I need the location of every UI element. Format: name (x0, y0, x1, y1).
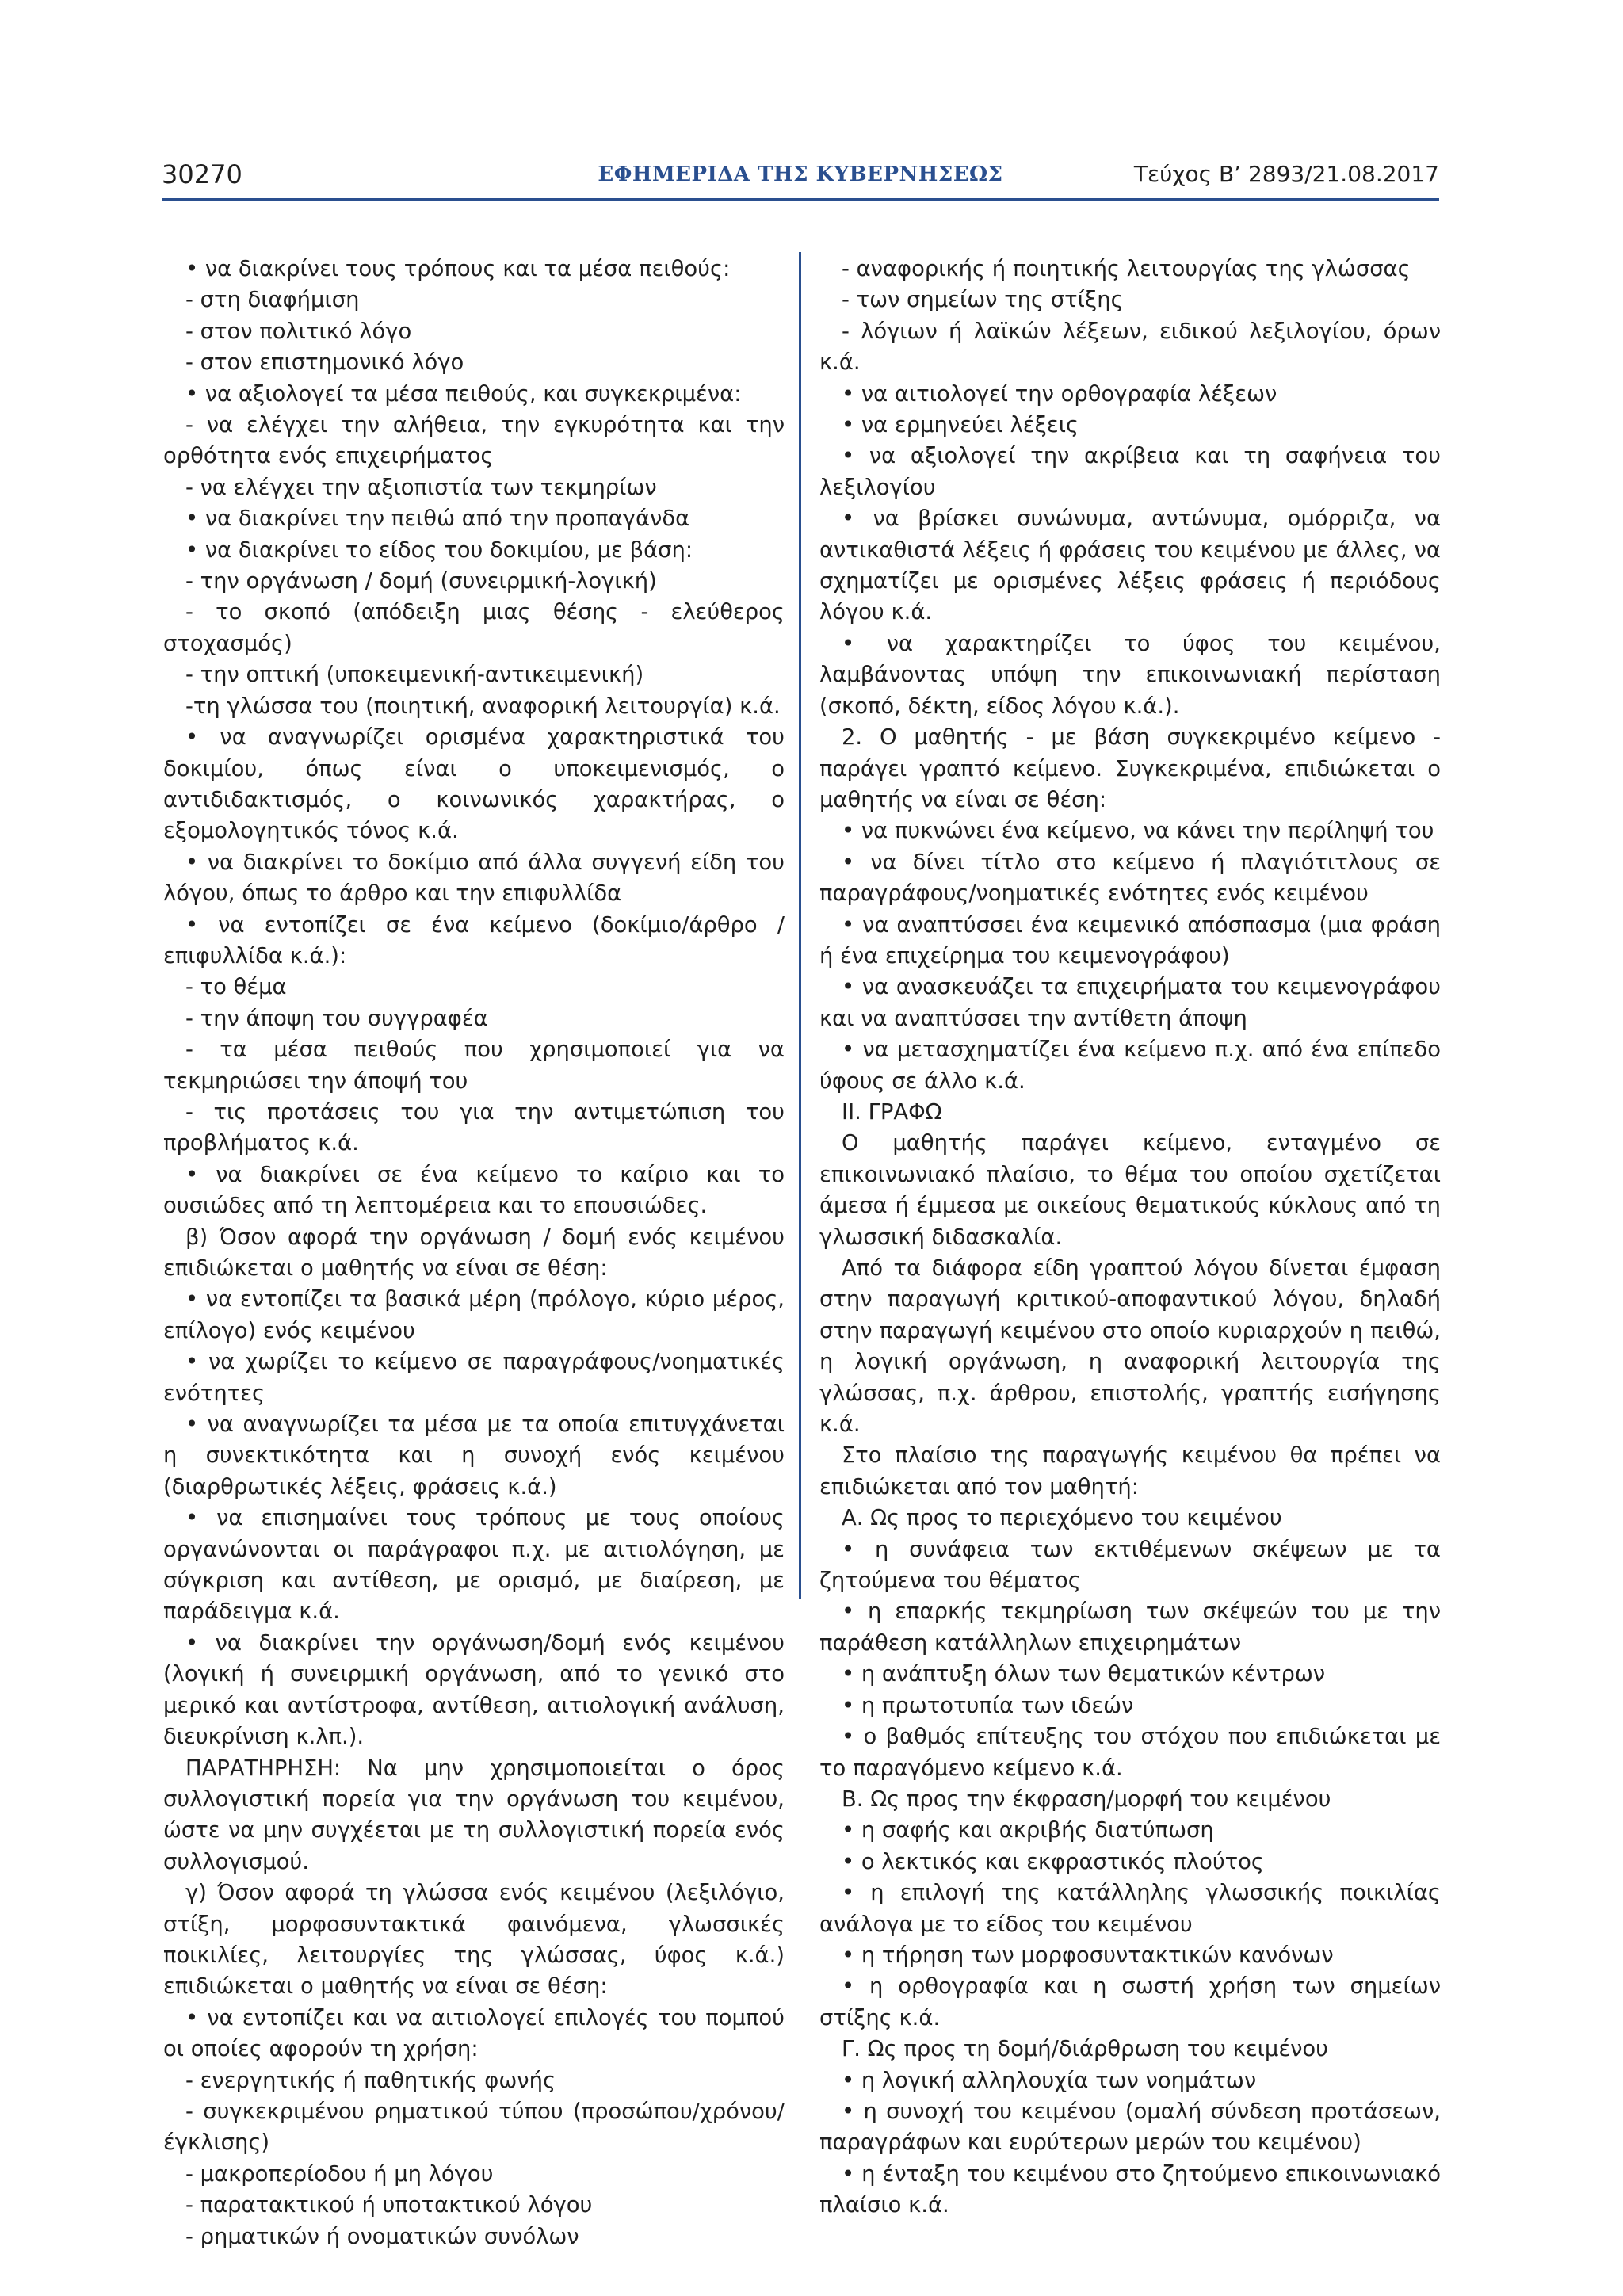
paragraph: • να χαρακτηρίζει το ύφος του κειμένου, λαμβάνοντας υπόψη την επικοινωνιακή περίσταση (σκοπό, δέκτη, είδος λόγου κ.ά.). (819, 631, 1441, 719)
paragraph: • να πυκνώνει ένα κείμενο, να κάνει την περίληψή του (842, 819, 1434, 844)
paragraph: • να αξιολογεί τα μέσα πειθούς, και συγκεκριμένα: (185, 381, 742, 407)
paragraph: • η ορθογραφία και η σωστή χρήση των σημείων στίξης κ.ά. (819, 1974, 1441, 2030)
header-rule (162, 198, 1439, 201)
paragraph: • να διακρίνει σε ένα κείμενο το καίριο και το ουσιώδες από τη λεπτομέρεια και το επουσιώδες. (163, 1162, 785, 1219)
paragraph: -τη γλώσσα του (ποιητική, αναφορική λειτουργία) κ.ά. (185, 693, 781, 719)
paragraph: • η ανάπτυξη όλων των θεματικών κέντρων (842, 1662, 1326, 1687)
paragraph: • να διακρίνει την πειθώ από την προπαγάνδα (185, 506, 690, 532)
paragraph: • να χωρίζει το κείμενο σε παραγράφους/νοηματικές ενότητες (163, 1350, 785, 1406)
paragraph: Ο μαθητής παράγει κείμενο, ενταγμένο σε επικοινωνιακό πλαίσιο, το θέμα του οποίου σχετίζεται άμεσα ή έμμεσα με οικείους θεματικούς κύκλους από τη γλωσσική διδασκαλία. (819, 1131, 1441, 1250)
paragraph: ΙΙ. ΓΡΑΦΩ (842, 1099, 942, 1125)
paragraph: Β. Ως προς την έκφραση/μορφή του κειμένου (842, 1786, 1331, 1812)
paragraph: - των σημείων της στίξης (842, 288, 1124, 313)
paragraph: • να εντοπίζει σε ένα κείμενο (δοκίμιο/άρθρο /επιφυλλίδα κ.ά.): (163, 912, 785, 968)
paragraph: ΠΑΡΑΤΗΡΗΣΗ: Να μην χρησιμοποιείται ο όρος συλλογιστική πορεία για την οργάνωση του κειμένου, ώστε να μην συγχέεται με τη συλλογιστική πορεία ενός συλλογισμού. (163, 1755, 785, 1874)
page-header (162, 157, 1439, 192)
paragraph: • η επιλογή της κατάλληλης γλωσσικής ποικιλίας ανάλογα με το είδος του κειμένου (819, 1881, 1441, 1937)
paragraph: - την οπτική (υποκειμενική-αντικειμενική) (185, 663, 644, 688)
paragraph: • να διακρίνει τους τρόπους και τα μέσα πειθούς: (185, 257, 731, 281)
paragraph: - ρηματικών ή ονοματικών συνόλων (185, 2224, 579, 2249)
paragraph: • να δίνει τίτλο στο κείμενο ή πλαγιότιτλους σε παραγράφους/νοηματικές ενότητες ενός κειμένου (819, 850, 1441, 907)
paragraph: • να επισημαίνει τους τρόπους με τους οποίους οργανώνονται οι παράγραφοι π.χ. με αιτιολόγηση, με σύγκριση και αντίθεση, με ορισμό, με διαίρεση, με παράδειγμα κ.ά. (163, 1506, 785, 1625)
paragraph: • η συνάφεια των εκτιθέμενων σκέψεων με τα ζητούμενα του θέματος (819, 1537, 1441, 1594)
paragraph: • να διακρίνει την οργάνωση/δομή ενός κειμένου (λογική ή συνειρμική οργάνωση, από το γενικό στο μερικό και αντίστροφα, αντίθεση, αιτιολογική ανάλυση, διευκρίνιση κ.λπ.). (163, 1630, 785, 1750)
paragraph: • να ερμηνεύει λέξεις (842, 413, 1079, 438)
paragraph: - την οργάνωση / δομή (συνειρμική-λογική) (185, 569, 657, 594)
paragraph: • να αναγνωρίζει τα μέσα με τα οποία επιτυγχάνεται η συνεκτικότητα και η συνοχή ενός κειμένου (διαρθρωτικές λέξεις, φράσεις κ.ά.) (163, 1412, 785, 1499)
paragraph: - το θέμα (185, 975, 287, 1000)
paragraph: • να διακρίνει το είδος του δοκιμίου, με βάση: (185, 537, 693, 563)
paragraph: • να βρίσκει συνώνυμα, αντώνυμα, ομόρριζα, να αντικαθιστά λέξεις ή φράσεις του κειμένου με άλλες, να σχηματίζει με ορισμένες λέξεις φράσεις ή περιόδους λόγου κ.ά. (819, 506, 1441, 625)
paragraph: • να εντοπίζει και να αιτιολογεί επιλογές του πομπού οι οποίες αφορούν τη χρήση: (163, 2005, 785, 2062)
paragraph: • η πρωτοτυπία των ιδεών (842, 1693, 1134, 1718)
paragraph: • να αξιολογεί την ακρίβεια και τη σαφήνεια του λεξιλογίου (819, 444, 1441, 500)
paragraph: • να διακρίνει το δοκίμιο από άλλα συγγενή είδη του λόγου, όπως το άρθρο και την επιφυλλίδα (163, 850, 785, 907)
paragraph: - την άποψη του συγγραφέα (185, 1006, 488, 1031)
paragraph: • να αναπτύσσει ένα κειμενικό απόσπασμα (μια φράση ή ένα επιχείρημα του κειμενογράφου) (819, 912, 1441, 968)
paragraph: - το σκοπό (απόδειξη μιας θέσης - ελεύθερος στοχασμός) (163, 600, 785, 656)
paragraph: • να αιτιολογεί την ορθογραφία λέξεων (842, 381, 1277, 407)
paragraph: Από τα διάφορα είδη γραπτού λόγου δίνεται έμφαση στην παραγωγή κριτικού-αποφαντικού λόγου, δηλαδή στην παραγωγή κειμένου στο οποίο κυριαρχούν η πειθώ, η λογική οργάνωση, η αναφορική λειτουργία της γλώσσας, π.χ. άρθρου, επιστολής, γραπτής εισήγησης κ.ά. (819, 1256, 1441, 1438)
paragraph: - τα μέσα πειθούς που χρησιμοποιεί για να τεκμηριώσει την άποψή του (163, 1037, 785, 1094)
paragraph: - στον πολιτικό λόγο (185, 319, 412, 344)
left-column (163, 254, 785, 2252)
paragraph: • να εντοπίζει τα βασικά μέρη (πρόλογο, κύριο μέρος, επίλογο) ενός κειμένου (163, 1287, 785, 1343)
gazette-title: ΕΦΗΜΕΡΙΔΑ ΤΗΣ ΚΥΒΕΡΝΗΣΕΩΣ (598, 162, 1003, 186)
paragraph: • να μετασχηματίζει ένα κείμενο π.χ. από ένα επίπεδο ύφους σε άλλο κ.ά. (819, 1037, 1441, 1094)
paragraph: - αναφορικής ή ποιητικής λειτουργίας της γλώσσας (842, 257, 1411, 281)
paragraph: Στο πλαίσιο της παραγωγής κειμένου θα πρέπει να επιδιώκεται από τον μαθητή: (819, 1443, 1441, 1499)
paragraph: • ο βαθμός επίτευξης του στόχου που επιδιώκεται με το παραγόμενο κείμενο κ.ά. (819, 1725, 1441, 1781)
issue-reference: Τεύχος Β’ 2893/21.08.2017 (1133, 161, 1439, 187)
paragraph: • η τήρηση των μορφοσυντακτικών κανόνων (842, 1943, 1334, 1968)
right-column (819, 254, 1441, 2222)
paragraph: Γ. Ως προς τη δομή/διάρθρωση του κειμένου (842, 2037, 1329, 2062)
paragraph: 2. Ο μαθητής - με βάση συγκεκριμένο κείμενο - παράγει γραπτό κείμενο. Συγκεκριμένα, επιδιώκεται ο μαθητής να είναι σε θέση: (819, 725, 1441, 812)
paragraph: - να ελέγχει την αλήθεια, την εγκυρότητα και την ορθότητα ενός επιχειρήματος (163, 413, 785, 469)
paragraph: - λόγιων ή λαϊκών λέξεων, ειδικού λεξιλογίου, όρων κ.ά. (819, 319, 1441, 376)
paragraph: - μακροπερίοδου ή μη λόγου (185, 2161, 494, 2187)
paragraph: β) Όσον αφορά την οργάνωση / δομή ενός κειμένου επιδιώκεται ο μαθητής να είναι σε θέση: (163, 1224, 785, 1281)
paragraph: - στον επιστημονικό λόγο (185, 350, 464, 376)
paragraph: • η συνοχή του κειμένου (ομαλή σύνδεση προτάσεων, παραγράφων και ευρύτερων μερών του κειμένου) (819, 2099, 1441, 2156)
paragraph: γ) Όσον αφορά τη γλώσσα ενός κειμένου (λεξιλόγιο, στίξη, μορφοσυντακτικά φαινόμενα, γλωσσικές ποικιλίες, λειτουργίες της γλώσσας, ύφος κ.ά.) επιδιώκεται ο μαθητής να είναι σε θέση: (163, 1881, 785, 2000)
paragraph: • ο λεκτικός και εκφραστικός πλούτος (842, 1849, 1264, 1874)
paragraph: • η ένταξη του κειμένου στο ζητούμενο επικοινωνιακό πλαίσιο κ.ά. (819, 2161, 1441, 2218)
column-divider (799, 252, 801, 1599)
paragraph: - παρατακτικού ή υποτακτικού λόγου (185, 2193, 593, 2218)
paragraph: - ενεργητικής ή παθητικής φωνής (185, 2068, 556, 2093)
paragraph: • να αναγνωρίζει ορισμένα χαρακτηριστικά του δοκιμίου, όπως είναι ο υποκειμενισμός, ο αντιδιδακτισμός, ο κοινωνικός χαρακτήρας, ο εξομολογητικός τόνος κ.ά. (163, 725, 785, 844)
paragraph: - να ελέγχει την αξιοπιστία των τεκμηρίων (185, 475, 657, 500)
paragraph: • να ανασκευάζει τα επιχειρήματα του κειμενογράφου και να αναπτύσσει την αντίθετη άποψη (819, 975, 1441, 1031)
paragraph: - στη διαφήμιση (185, 288, 360, 313)
paragraph: - συγκεκριμένου ρηματικού τύπου (προσώπου/χρόνου/έγκλισης) (163, 2099, 785, 2156)
paragraph: • η επαρκής τεκμηρίωση των σκέψεών του με την παράθεση κατάλληλων επιχειρημάτων (819, 1599, 1441, 1656)
paragraph: • η λογική αλληλουχία των νοημάτων (842, 2068, 1257, 2093)
page-number: 30270 (162, 159, 242, 189)
paragraph: - τις προτάσεις του για την αντιμετώπιση του προβλήματος κ.ά. (163, 1099, 785, 1156)
paragraph: Α. Ως προς το περιεχόμενο του κειμένου (842, 1506, 1282, 1531)
paragraph: • η σαφής και ακριβής διατύπωση (842, 1818, 1214, 1843)
